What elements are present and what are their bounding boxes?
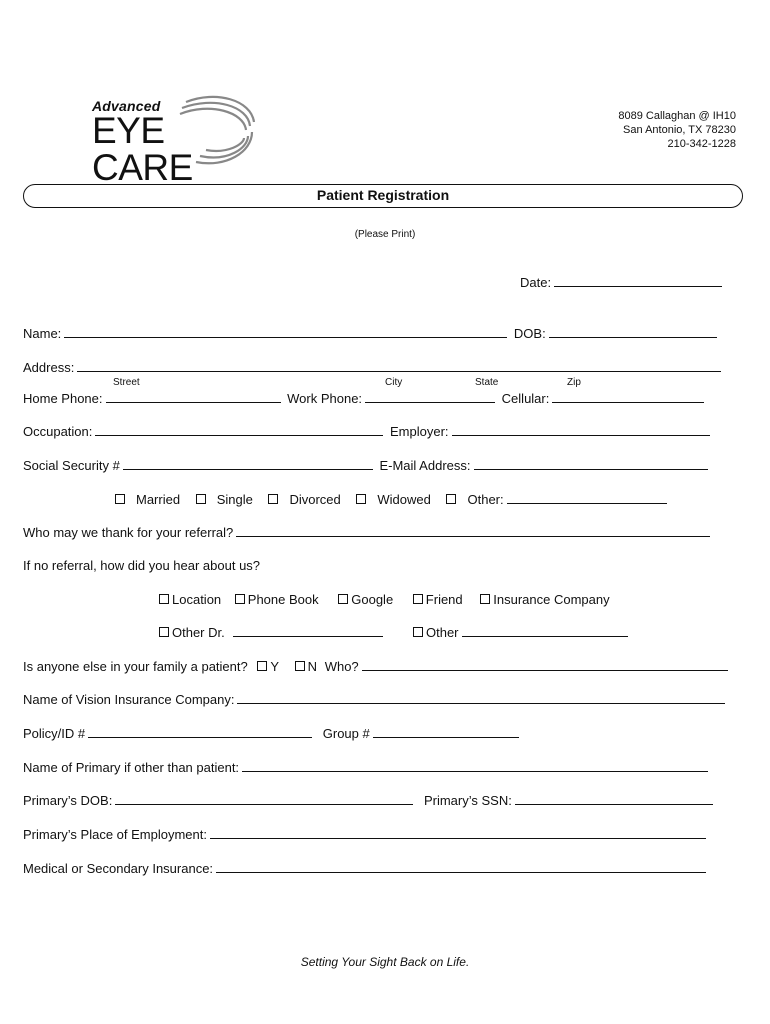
date-label: Date: <box>520 275 552 290</box>
referral-field[interactable] <box>236 524 710 537</box>
vision-insurance-row <box>23 691 728 707</box>
phone-row <box>23 390 707 406</box>
logo-swoosh-icon <box>166 92 256 168</box>
primary-name-field[interactable] <box>242 759 708 772</box>
referral-label: Who may we thank for your referral? <box>23 525 234 540</box>
location-label: Location <box>172 592 222 607</box>
dob-field[interactable] <box>549 325 717 338</box>
no-label: N <box>307 659 318 674</box>
logo-advanced-text: Advanced <box>92 98 161 114</box>
google-label: Google <box>351 592 394 607</box>
logo-eye-care-text: EYE CARE <box>92 110 193 188</box>
source-options-row <box>159 592 610 607</box>
primary-employment-field[interactable] <box>210 826 706 839</box>
advanced-eye-care-logo <box>92 92 252 188</box>
other-source-row <box>413 624 631 640</box>
no-checkbox[interactable] <box>295 661 305 671</box>
occupation-row <box>23 423 713 439</box>
vision-insurance-label: Name of Vision Insurance Company: <box>23 692 235 707</box>
name-field[interactable] <box>64 325 507 338</box>
state-caption: State <box>475 377 499 388</box>
date-row <box>520 274 725 290</box>
insurance-company-checkbox[interactable] <box>480 594 490 604</box>
primary-ssn-field[interactable] <box>515 792 713 805</box>
single-checkbox[interactable] <box>196 494 206 504</box>
other-status-field[interactable] <box>507 491 667 504</box>
primary-name-label: Name of Primary if other than patient: <box>23 760 240 775</box>
family-question-label: Is anyone else in your family a patient? <box>23 659 248 674</box>
married-checkbox[interactable] <box>115 494 125 504</box>
divorced-label: Divorced <box>289 492 341 507</box>
home-phone-label: Home Phone: <box>23 391 103 406</box>
policy-field[interactable] <box>88 725 312 738</box>
city-caption: City <box>385 377 403 388</box>
google-checkbox[interactable] <box>338 594 348 604</box>
street-caption: Street <box>113 377 140 388</box>
name-label: Name: <box>23 326 62 341</box>
address-line-1: 8089 Callaghan @ IH10 <box>618 110 736 122</box>
primary-dob-row <box>23 792 716 808</box>
primary-employment-row <box>23 826 709 842</box>
address-line-2: San Antonio, TX 78230 <box>623 124 736 136</box>
widowed-checkbox[interactable] <box>356 494 366 504</box>
who-label: Who? <box>324 659 359 674</box>
zip-caption: Zip <box>567 377 581 388</box>
policy-label: Policy/ID # <box>23 726 86 741</box>
married-label: Married <box>136 492 181 507</box>
dob-label: DOB: <box>513 326 546 341</box>
ssn-field[interactable] <box>123 457 373 470</box>
who-field[interactable] <box>362 658 728 671</box>
address-label: Address: <box>23 360 75 375</box>
other-dr-checkbox[interactable] <box>159 627 169 637</box>
other-source-field[interactable] <box>462 624 628 637</box>
group-field[interactable] <box>373 725 519 738</box>
other-status-checkbox[interactable] <box>446 494 456 504</box>
policy-row <box>23 725 522 741</box>
yes-label: Y <box>270 659 280 674</box>
clinic-address <box>618 109 736 151</box>
marital-status-row <box>115 491 670 507</box>
other-status-label: Other: <box>467 492 504 507</box>
primary-dob-label: Primary’s DOB: <box>23 793 113 808</box>
cellular-field[interactable] <box>552 390 704 403</box>
medical-insurance-field[interactable] <box>216 860 706 873</box>
referral-row <box>23 524 713 540</box>
phone-book-checkbox[interactable] <box>235 594 245 604</box>
friend-label: Friend <box>425 592 463 607</box>
ssn-row <box>23 457 711 473</box>
single-label: Single <box>216 492 253 507</box>
primary-employment-label: Primary’s Place of Employment: <box>23 827 207 842</box>
yes-checkbox[interactable] <box>257 661 267 671</box>
home-phone-field[interactable] <box>106 390 281 403</box>
address-row <box>23 359 724 375</box>
other-source-checkbox[interactable] <box>413 627 423 637</box>
work-phone-label: Work Phone: <box>287 391 363 406</box>
medical-insurance-row <box>23 860 709 876</box>
insurance-company-label: Insurance Company <box>493 592 610 607</box>
email-field[interactable] <box>474 457 708 470</box>
vision-insurance-field[interactable] <box>237 691 725 704</box>
occupation-label: Occupation: <box>23 424 93 439</box>
group-label: Group # <box>322 726 370 741</box>
footer-tagline: Setting Your Sight Back on Life. <box>300 955 470 969</box>
family-patient-row <box>23 658 731 674</box>
divorced-checkbox[interactable] <box>268 494 278 504</box>
date-field[interactable] <box>554 274 722 287</box>
cellular-label: Cellular: <box>501 391 550 406</box>
form-title: Patient Registration <box>23 184 743 208</box>
primary-name-row <box>23 759 711 775</box>
location-checkbox[interactable] <box>159 594 169 604</box>
address-field[interactable] <box>77 359 721 372</box>
friend-checkbox[interactable] <box>413 594 423 604</box>
employer-label: Employer: <box>390 424 449 439</box>
employer-field[interactable] <box>452 423 710 436</box>
ssn-label: Social Security # <box>23 458 120 473</box>
phone-book-label: Phone Book <box>247 592 319 607</box>
other-dr-label: Other Dr. <box>172 625 225 640</box>
other-dr-field[interactable] <box>233 624 383 637</box>
widowed-label: Widowed <box>377 492 431 507</box>
primary-ssn-label: Primary’s SSN: <box>423 793 512 808</box>
other-dr-row <box>159 624 386 640</box>
primary-dob-field[interactable] <box>115 792 413 805</box>
address-phone: 210-342-1228 <box>667 138 736 150</box>
work-phone-field[interactable] <box>365 390 495 403</box>
other-source-label: Other <box>426 625 459 640</box>
hear-about-us-question: If no referral, how did you hear about us? <box>23 558 261 573</box>
occupation-field[interactable] <box>95 423 383 436</box>
medical-insurance-label: Medical or Secondary Insurance: <box>23 861 214 876</box>
name-row <box>23 325 720 341</box>
please-print-note: (Please Print) <box>354 229 416 240</box>
email-label: E-Mail Address: <box>379 458 471 473</box>
